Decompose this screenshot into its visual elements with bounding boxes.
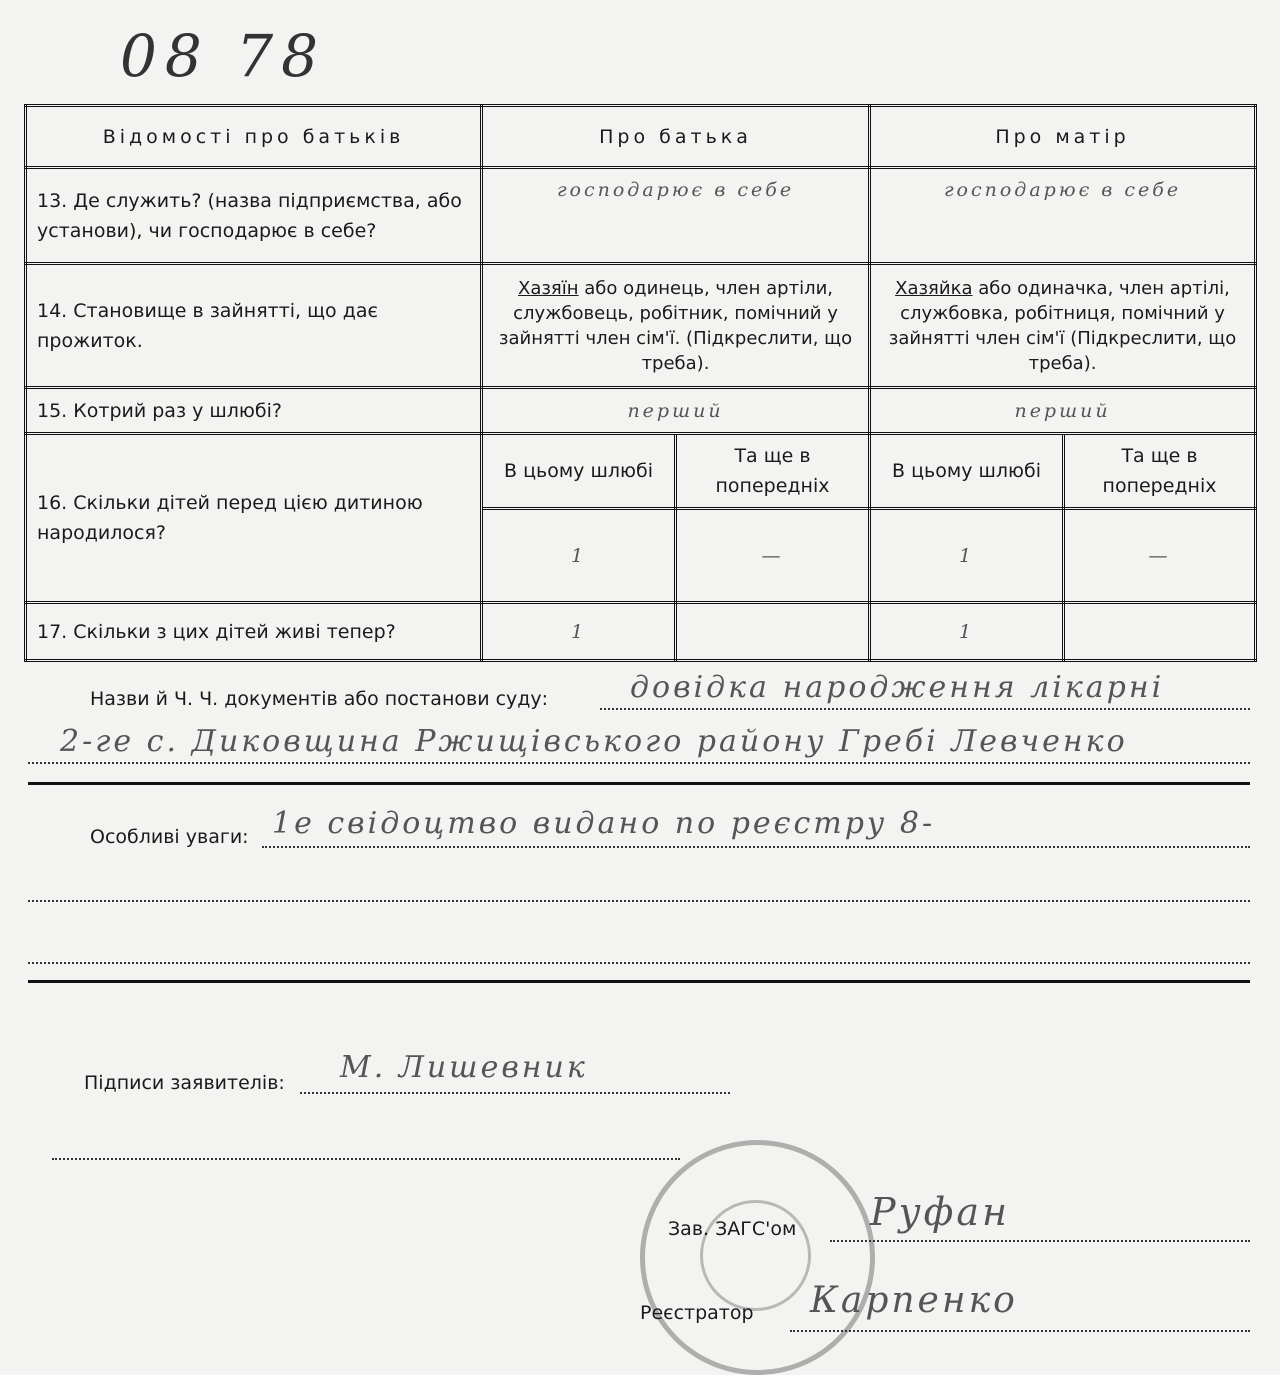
applicants-signature-line-2 <box>52 1158 680 1160</box>
q15-label: 15. Котрий раз у шлюбі? <box>26 388 482 434</box>
header-col-info: Відомості про батьків <box>26 106 482 168</box>
q13-label: 13. Де служить? (назва підприємства, або установи), чи господарює в себе? <box>26 168 482 264</box>
q17-mother-prev-value <box>1064 603 1256 661</box>
applicants-signature-label: Підписи заявителів: <box>84 1072 285 1094</box>
q17-father-prev-value <box>676 603 870 661</box>
divider-1 <box>28 782 1250 785</box>
q13-father-value: господарює в себе <box>482 168 870 264</box>
zags-head-label: Зав. ЗАГС'ом <box>668 1218 797 1240</box>
corner-note: 08 78 <box>120 22 327 90</box>
applicants-signature: М. Лишевник <box>340 1050 588 1085</box>
zags-head-line <box>830 1240 1250 1242</box>
q16-label: 16. Скільки дітей перед цією дитиною народилося? <box>26 434 482 603</box>
applicants-signature-line <box>300 1092 730 1094</box>
q14-mother-options <box>870 264 1256 388</box>
q14-father-options <box>482 264 870 388</box>
documents-line-2 <box>28 762 1250 764</box>
q16-father-prev-value: — <box>676 509 870 603</box>
registrar-label: Реєстратор <box>640 1302 754 1324</box>
q17-father-this-value: 1 <box>482 603 676 661</box>
notes-line-1 <box>262 846 1250 848</box>
header-col-mother: Про матір <box>870 106 1256 168</box>
q17-mother-this-value: 1 <box>870 603 1064 661</box>
notes-value: 1е свідоцтво видано по реєстру 8- <box>272 806 936 841</box>
divider-2 <box>28 980 1250 983</box>
q14-father-selected: Хазяїн <box>518 277 579 299</box>
notes-line-3 <box>28 962 1250 964</box>
registrar-signature: Карпенко <box>810 1280 1018 1321</box>
q16-mother-prev-value: — <box>1064 509 1256 603</box>
registrar-line <box>790 1330 1250 1332</box>
q14-mother-selected: Хазяйка <box>895 277 973 299</box>
documents-label: Назви й Ч. Ч. документів або постанови суду: <box>90 688 549 710</box>
header-col-father: Про батька <box>482 106 870 168</box>
q16-father-sub-this: В цьому шлюбі <box>482 434 676 509</box>
notes-line-2 <box>28 900 1250 902</box>
q16-mother-sub-prev: Та ще в попередніх <box>1064 434 1256 509</box>
parents-info-table <box>24 104 1257 662</box>
q15-father-value: перший <box>482 388 870 434</box>
q14-father-rest: або одинець, член артіли, службовець, робітник, помічний у зайнятті член сім'ї. (Підкреслити, що треба). <box>498 277 853 374</box>
q14-mother-rest: або одиначка, член артілі, службовка, робітниця, помічний у зайнятті член сім'ї (Підкреслити, що треба). <box>888 277 1237 374</box>
official-seal <box>640 1140 875 1375</box>
q16-father-this-value: 1 <box>482 509 676 603</box>
q16-father-sub-prev: Та ще в попередніх <box>676 434 870 509</box>
q16-mother-sub-this: В цьому шлюбі <box>870 434 1064 509</box>
documents-value-2: 2-ге с. Диковщина Ржищівського району Гребі Левченко <box>60 724 1128 759</box>
zags-head-signature: Руфан <box>870 1190 1011 1234</box>
q16-mother-this-value: 1 <box>870 509 1064 603</box>
documents-value-1: довідка народження лікарні <box>630 670 1165 705</box>
notes-label: Особливі уваги: <box>90 826 249 848</box>
q15-mother-value: перший <box>870 388 1256 434</box>
q14-label: 14. Становище в зайнятті, що дає прожиток. <box>26 264 482 388</box>
documents-line-1 <box>600 708 1250 710</box>
q17-label: 17. Скільки з цих дітей живі тепер? <box>26 603 482 661</box>
q13-mother-value: господарює в себе <box>870 168 1256 264</box>
